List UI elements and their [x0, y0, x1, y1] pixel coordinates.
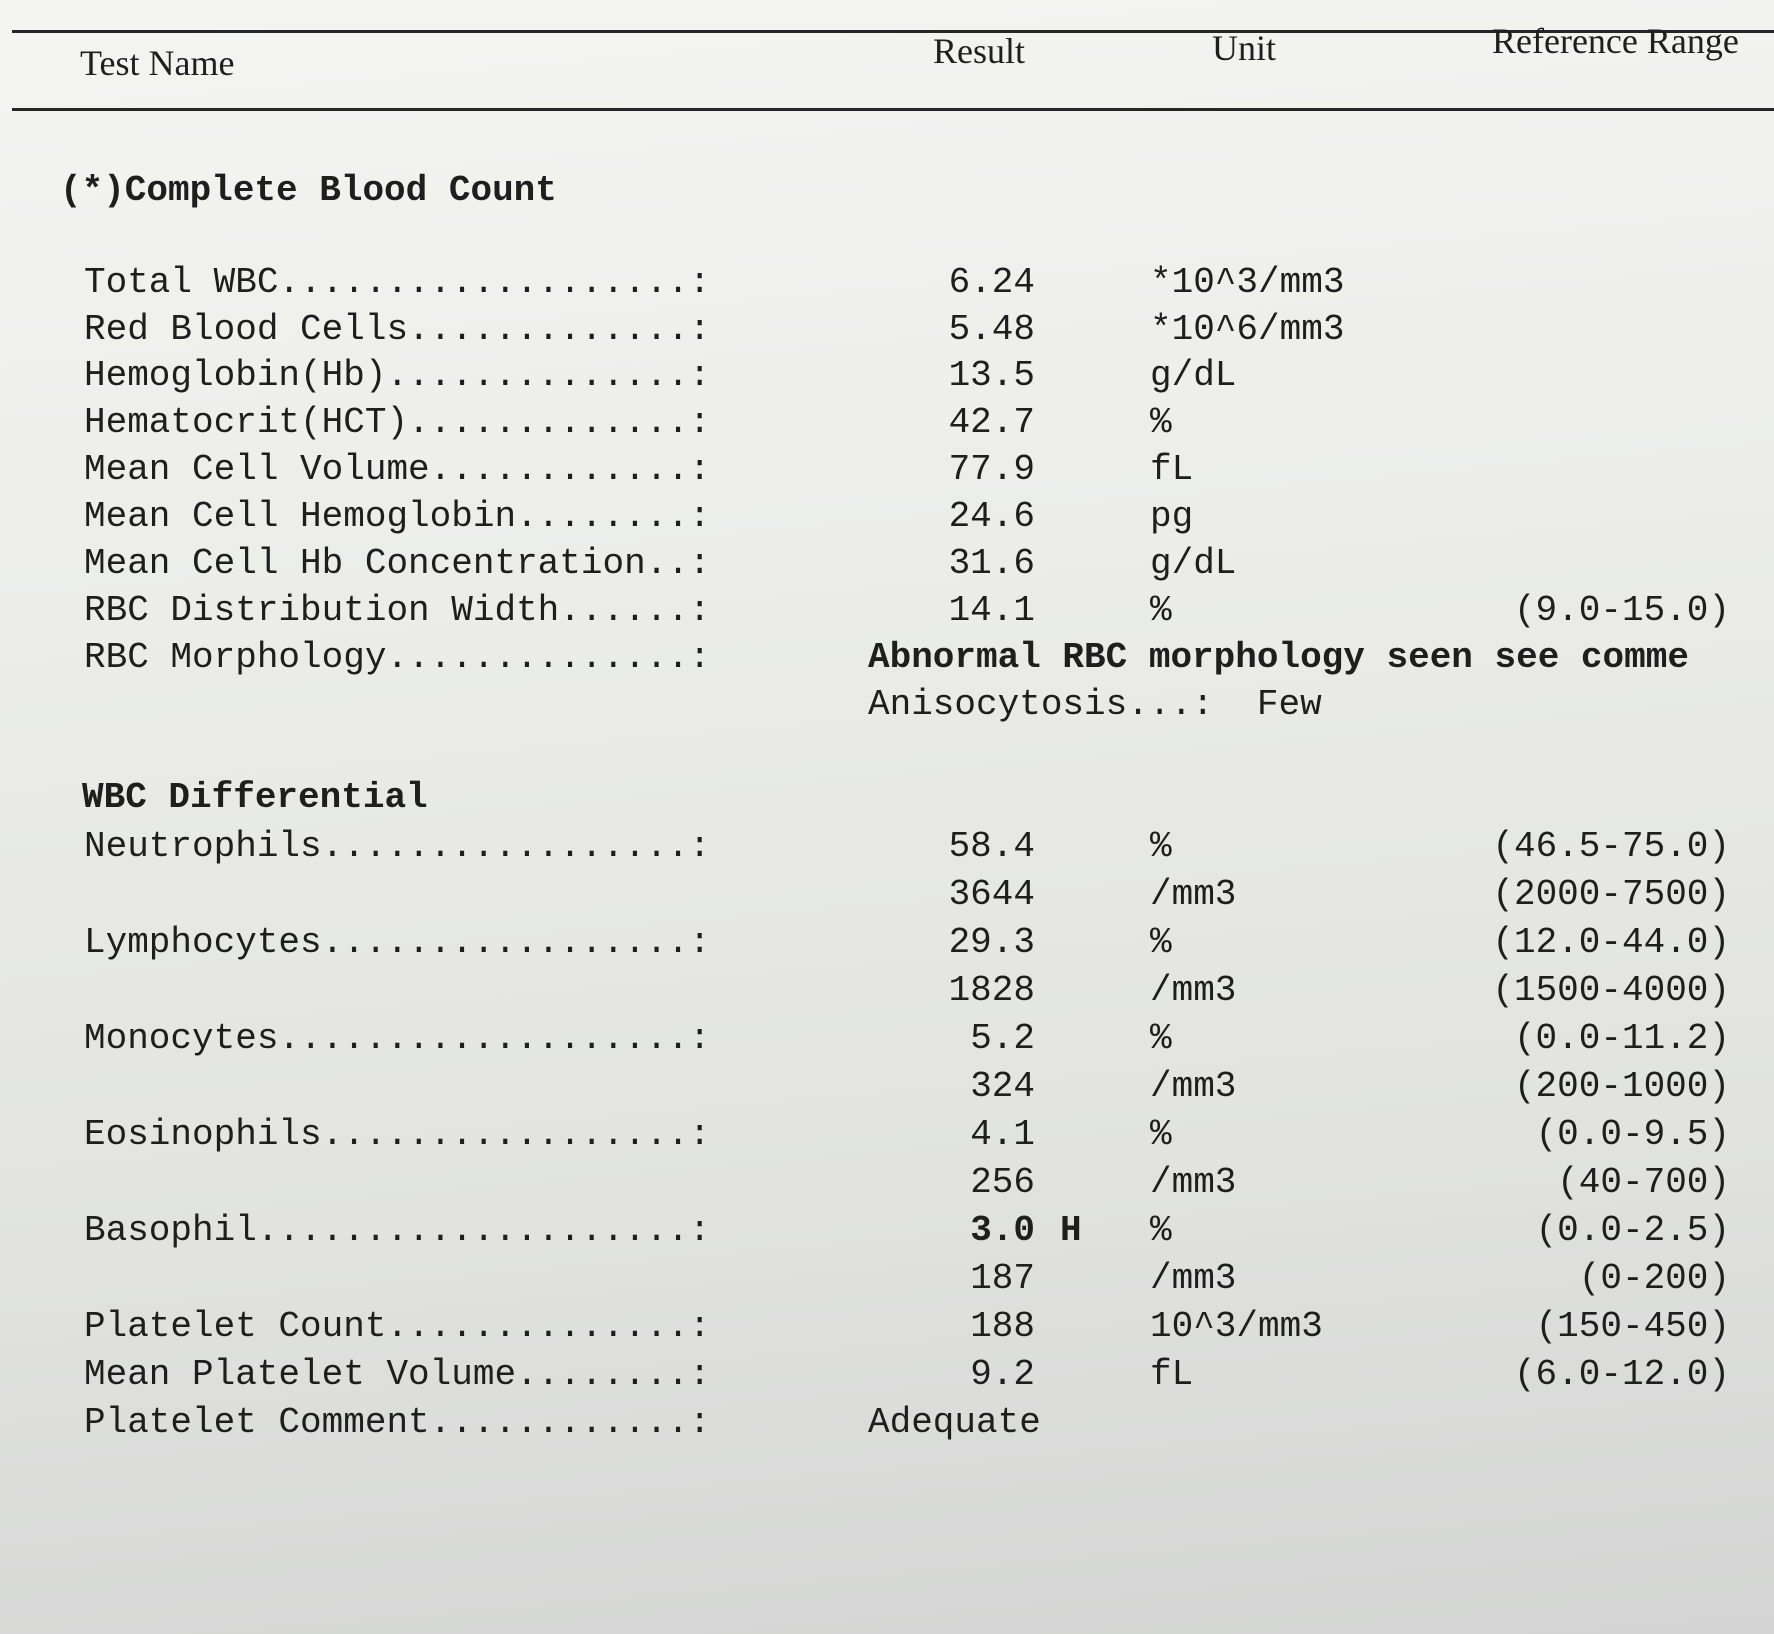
table-row	[0, 590, 1774, 636]
table-row	[0, 1258, 1774, 1304]
unit: /mm3	[1150, 1258, 1237, 1299]
table-row	[0, 355, 1774, 401]
table-row	[0, 543, 1774, 589]
reference-range: (46.5-75.0)	[1492, 826, 1730, 867]
header-unit: Unit	[1212, 28, 1277, 68]
header-result: Result	[933, 31, 1026, 71]
cbc-section-title: (*)Complete Blood Count	[60, 170, 557, 211]
result-value: 4.1	[970, 1114, 1035, 1155]
result-value: 324	[970, 1066, 1035, 1107]
test-name: Lymphocytes.................:	[84, 922, 711, 963]
result-value: 13.5	[948, 355, 1035, 396]
reference-range: (40-700)	[1557, 1162, 1730, 1203]
result-value: 29.3	[948, 922, 1035, 963]
test-name: Mean Cell Hemoglobin........:	[84, 496, 711, 537]
unit: %	[1150, 1018, 1172, 1059]
anisocytosis-note: Anisocytosis...: Few	[868, 684, 1322, 725]
reference-range: (200-1000)	[1513, 1066, 1730, 1107]
test-name: Platelet Comment............:	[84, 1402, 711, 1443]
reference-range: (0.0-11.2)	[1513, 1018, 1730, 1059]
table-row	[0, 262, 1774, 308]
result-value: 5.2	[970, 1018, 1035, 1059]
table-row	[0, 1114, 1774, 1160]
test-name: Hematocrit(HCT).............:	[84, 402, 711, 443]
unit: g/dL	[1150, 543, 1237, 584]
table-row	[0, 496, 1774, 542]
table-row	[0, 1066, 1774, 1112]
table-row	[0, 1162, 1774, 1208]
header-test-name: Test Name	[80, 43, 235, 83]
result-value: 3644	[948, 874, 1035, 915]
unit: %	[1150, 826, 1172, 867]
table-row	[0, 402, 1774, 448]
platelet-comment-value: Adequate	[868, 1402, 1041, 1443]
test-name: Mean Cell Volume............:	[84, 449, 711, 490]
unit: /mm3	[1150, 874, 1237, 915]
result-value: 6.24	[948, 262, 1035, 303]
unit: *10^3/mm3	[1150, 262, 1345, 303]
result-value: 9.2	[970, 1354, 1035, 1395]
reference-range: (6.0-12.0)	[1513, 1354, 1730, 1395]
reference-range: (0.0-9.5)	[1535, 1114, 1730, 1155]
reference-range: (0-200)	[1578, 1258, 1730, 1299]
result-value: 256	[970, 1162, 1035, 1203]
test-name: Hemoglobin(Hb)..............:	[84, 355, 711, 396]
reference-range: (2000-7500)	[1492, 874, 1730, 915]
morphology-result: Abnormal RBC morphology seen see comme	[868, 637, 1689, 678]
table-row	[0, 449, 1774, 495]
unit: 10^3/mm3	[1150, 1306, 1323, 1347]
result-value: 3.0	[970, 1210, 1035, 1251]
test-name: Mean Cell Hb Concentration..:	[84, 543, 711, 584]
result-value: 188	[970, 1306, 1035, 1347]
result-value: 14.1	[948, 590, 1035, 631]
test-name: Eosinophils.................:	[84, 1114, 711, 1155]
table-row	[0, 309, 1774, 355]
test-name: Monocytes...................:	[84, 1018, 711, 1059]
result-value: 77.9	[948, 449, 1035, 490]
table-row	[0, 922, 1774, 968]
table-row-anisocytosis	[0, 684, 1774, 730]
high-flag: H	[1060, 1210, 1082, 1251]
result-value: 42.7	[948, 402, 1035, 443]
unit: %	[1150, 590, 1172, 631]
unit: %	[1150, 402, 1172, 443]
table-row-platelet-comment	[0, 1402, 1774, 1448]
table-row	[0, 970, 1774, 1016]
test-name: Platelet Count..............:	[84, 1306, 711, 1347]
test-name: Total WBC...................:	[84, 262, 711, 303]
unit: g/dL	[1150, 355, 1237, 396]
result-value: 187	[970, 1258, 1035, 1299]
reference-range: (0.0-2.5)	[1535, 1210, 1730, 1251]
test-name: Red Blood Cells.............:	[84, 309, 711, 350]
unit: pg	[1150, 496, 1194, 537]
result-value: 5.48	[948, 309, 1035, 350]
test-name: Basophil....................:	[84, 1210, 711, 1251]
unit: %	[1150, 922, 1172, 963]
table-row-rbc-morphology	[0, 637, 1774, 683]
header-reference-range: Reference Range	[1492, 21, 1739, 61]
test-name: RBC Morphology..............:	[84, 637, 711, 678]
unit: /mm3	[1150, 970, 1237, 1011]
header-bottom-rule	[12, 108, 1774, 111]
test-name: Mean Platelet Volume........:	[84, 1354, 711, 1395]
table-row-basophil	[0, 1210, 1774, 1256]
table-row	[0, 874, 1774, 920]
unit: /mm3	[1150, 1066, 1237, 1107]
result-value: 24.6	[948, 496, 1035, 537]
unit: fL	[1150, 1354, 1194, 1395]
unit: *10^6/mm3	[1150, 309, 1345, 350]
reference-range: (1500-4000)	[1492, 970, 1730, 1011]
result-value: 1828	[948, 970, 1035, 1011]
unit: %	[1150, 1210, 1172, 1251]
test-name: Neutrophils.................:	[84, 826, 711, 867]
reference-range: (150-450)	[1535, 1306, 1730, 1347]
wbc-diff-section-title: WBC Differential	[82, 777, 428, 818]
reference-range: (9.0-15.0)	[1513, 590, 1730, 631]
test-name: RBC Distribution Width......:	[84, 590, 711, 631]
table-row	[0, 1354, 1774, 1400]
result-value: 31.6	[948, 543, 1035, 584]
unit: fL	[1150, 449, 1194, 490]
unit: %	[1150, 1114, 1172, 1155]
result-value: 58.4	[948, 826, 1035, 867]
table-row	[0, 826, 1774, 872]
table-row	[0, 1306, 1774, 1352]
reference-range: (12.0-44.0)	[1492, 922, 1730, 963]
table-row	[0, 1018, 1774, 1064]
unit: /mm3	[1150, 1162, 1237, 1203]
